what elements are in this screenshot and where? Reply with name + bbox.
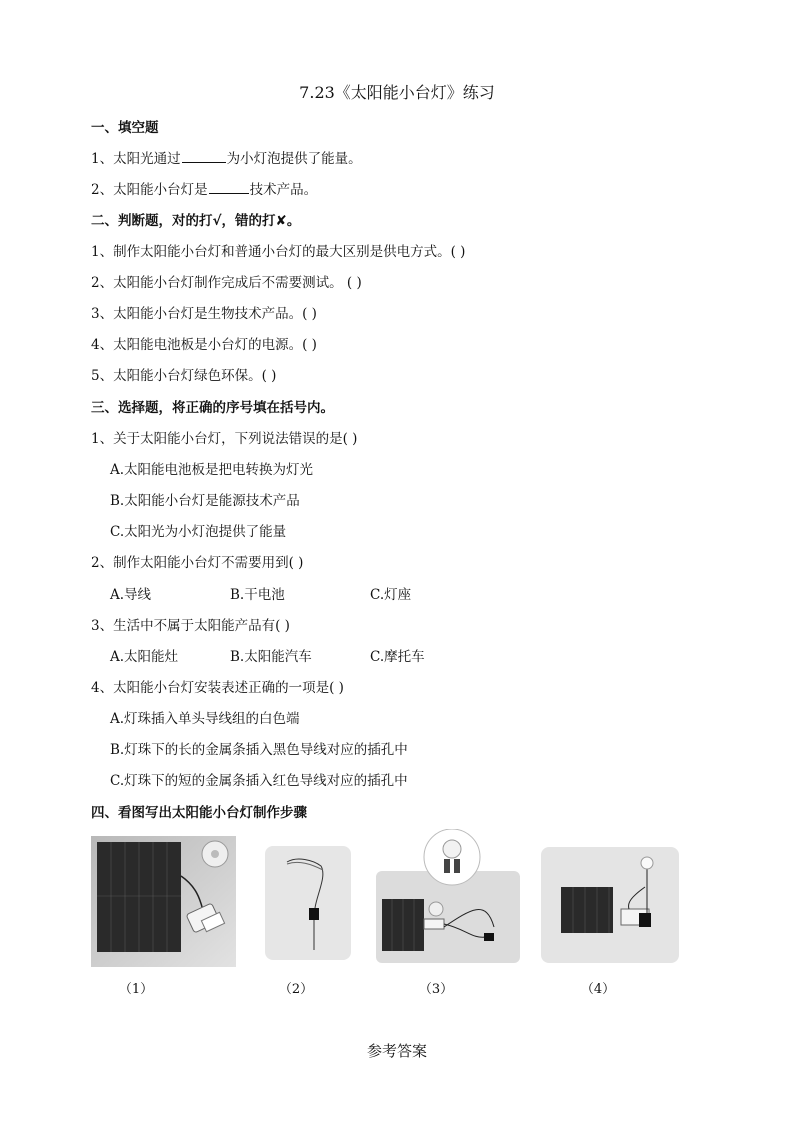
step-1-caption: （1） <box>118 982 154 997</box>
choice-1-option-b: B.太阳能小台灯是能源技术产品 <box>110 493 300 509</box>
step-2-wire-photo <box>265 846 351 960</box>
choice-2-option-a: A.导线 <box>110 587 152 603</box>
choice-4-option-c: C.灯珠下的短的金属条插入红色导线对应的插孔中 <box>110 773 408 789</box>
step-2-caption: （2） <box>278 982 314 997</box>
choice-3-option-c: C.摩托车 <box>370 649 425 665</box>
choice-4-option-a: A.灯珠插入单头导线组的白色端 <box>110 711 300 727</box>
choice-4-option-b: B.灯珠下的长的金属条插入黑色导线对应的插孔中 <box>110 742 408 758</box>
step-4-caption: （4） <box>580 982 616 997</box>
choice-3-option-a: A.太阳能灶 <box>110 649 179 665</box>
judge-question-1: 1、制作太阳能小台灯和普通小台灯的最大区别是供电方式。( ) <box>91 244 466 260</box>
judge-question-3: 3、太阳能小台灯是生物技术产品。( ) <box>91 306 317 322</box>
step-4-finished-lamp-photo <box>541 847 679 963</box>
judge-question-4: 4、太阳能电池板是小台灯的电源。( ) <box>91 337 317 353</box>
choice-1-option-a: A.太阳能电池板是把电转换为灯光 <box>110 462 314 478</box>
choice-question-3: 3、生活中不属于太阳能产品有( ) <box>91 618 290 634</box>
judge-question-2: 2、太阳能小台灯制作完成后不需要测试。 ( ) <box>91 275 362 291</box>
answer-blank[interactable] <box>182 161 226 163</box>
section-4-heading: 四、看图写出太阳能小台灯制作步骤 <box>91 805 307 821</box>
choice-question-2: 2、制作太阳能小台灯不需要用到( ) <box>91 555 304 571</box>
choice-3-option-b: B.太阳能汽车 <box>230 649 312 665</box>
choice-2-option-c: C.灯座 <box>370 587 412 603</box>
choice-2-option-b: B.干电池 <box>230 587 285 603</box>
answer-blank[interactable] <box>209 192 249 194</box>
step-1-solar-panel-photo <box>91 836 236 967</box>
choice-question-4: 4、太阳能小台灯安装表述正确的一项是( ) <box>91 680 344 696</box>
fill-question-1: 1、太阳光通过 为小灯泡提供了能量。 <box>91 151 362 167</box>
step-3-caption: （3） <box>418 982 454 997</box>
section-1-heading: 一、填空题 <box>91 120 159 136</box>
section-2-heading: 二、判断题，对的打√，错的打✘。 <box>91 213 301 229</box>
choice-1-option-c: C.太阳光为小灯泡提供了能量 <box>110 524 287 540</box>
fill-question-2: 2、太阳能小台灯是 技术产品。 <box>91 182 318 198</box>
judge-question-5: 5、太阳能小台灯绿色环保。( ) <box>91 368 277 384</box>
answer-heading: 参考答案 <box>366 1042 427 1060</box>
section-3-heading: 三、选择题，将正确的序号填在括号内。 <box>91 400 334 416</box>
choice-question-1: 1、关于太阳能小台灯，下列说法错误的是( ) <box>91 431 358 447</box>
page-title: 7.23《太阳能小台灯》练习 <box>299 83 495 102</box>
step-3-assembly-photo <box>376 829 520 963</box>
